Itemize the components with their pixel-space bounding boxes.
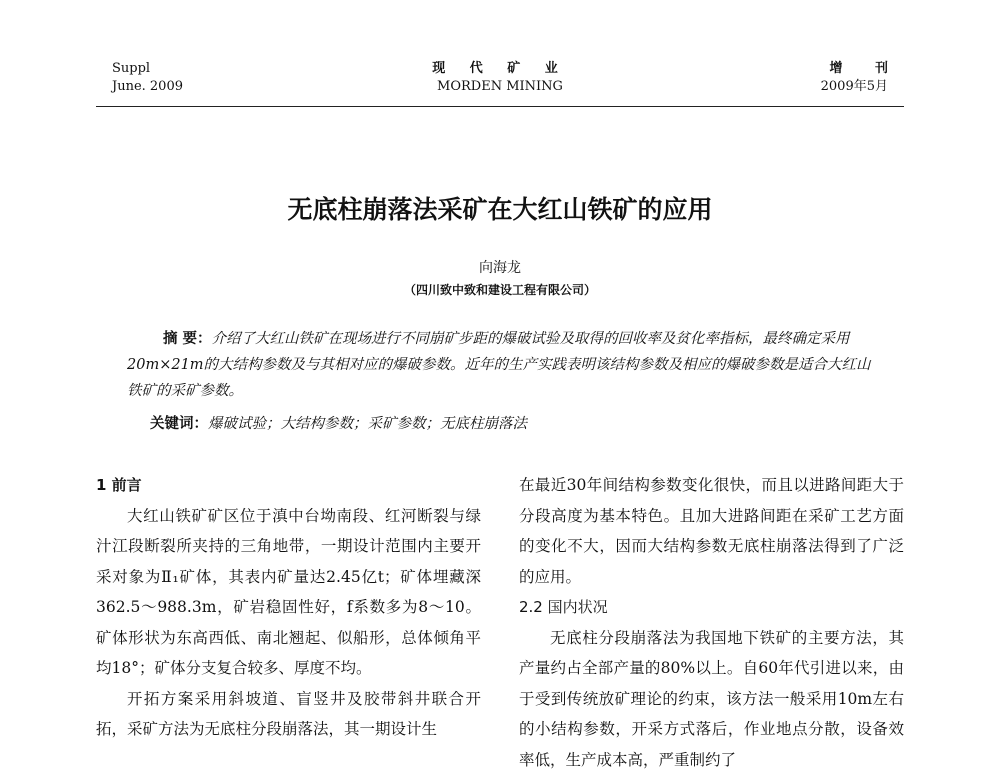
author-affiliation: （四川致中致和建设工程有限公司） bbox=[0, 281, 1000, 298]
running-header-center bbox=[400, 60, 600, 96]
author-name: 向海龙 bbox=[0, 257, 1000, 277]
issue-date: June. 2009 bbox=[112, 78, 183, 96]
body-column-left bbox=[96, 470, 481, 745]
body-paragraph: 大红山铁矿矿区位于滇中台坳南段、红河断裂与绿汁江段断裂所夹持的三角地带，一期设计范围内主要开采对象为Ⅱ₁矿体，其表内矿量达2.45亿t；矿体埋藏深362.5～988.3m，矿岩稳固性好，f系数多为8～10。矿体形状为东高西低、南北翘起、似船形，总体倾角平均18°；矿体分支复合较多、厚度不均。 bbox=[96, 501, 481, 684]
keywords-label: 关键词： bbox=[150, 415, 208, 432]
running-header-left bbox=[112, 60, 183, 96]
article-title: 无底柱崩落法采矿在大红山铁矿的应用 bbox=[0, 190, 1000, 226]
body-paragraph: 无底柱分段崩落法为我国地下铁矿的主要方法，其产量约占全部产量的80%以上。自60年代引进以来，由于受到传统放矿理论的约束，该方法一般采用10m左右的小结构参数，开采方式落后，作业地点分散，设备效率低，生产成本高，严重制约了 bbox=[519, 623, 904, 775]
keywords-text: 爆破试验；大结构参数；采矿参数；无底柱崩落法 bbox=[208, 416, 527, 432]
section-heading-introduction: 1 前言 bbox=[96, 470, 481, 501]
body-column-right bbox=[519, 470, 904, 775]
body-paragraph: 在最近30年间结构参数变化很快，而且以进路间距大于分段高度为基本特色。且加大进路间距在采矿工艺方面的变化不大，因而大结构参数无底柱崩落法得到了广泛的应用。 bbox=[519, 470, 904, 592]
abstract bbox=[127, 326, 877, 404]
journal-name-english: MORDEN MINING bbox=[400, 78, 600, 96]
issue-date-chinese: 2009年5月 bbox=[821, 78, 888, 96]
abstract-label: 摘 要： bbox=[127, 330, 212, 347]
supplement-label-chinese: 增 刊 bbox=[821, 60, 902, 78]
body-paragraph: 开拓方案采用斜坡道、盲竖井及胶带斜井联合开拓，采矿方法为无底柱分段崩落法，其一期设计生 bbox=[96, 684, 481, 745]
supplement-label: Suppl bbox=[112, 60, 183, 78]
keywords bbox=[150, 412, 527, 433]
abstract-text: 介绍了大红山铁矿在现场进行不同崩矿步距的爆破试验及取得的回收率及贫化率指标，最终确定采用20m×21m的大结构参数及与其相对应的爆破参数。近年的生产实践表明该结构参数及相应的爆破参数是适合大红山铁矿的采矿参数。 bbox=[127, 331, 871, 399]
section-heading-domestic-status: 2.2 国内状况 bbox=[519, 592, 904, 623]
running-header-right bbox=[821, 60, 888, 96]
journal-name-chinese: 现 代 矿 业 bbox=[400, 60, 600, 78]
header-rule bbox=[96, 106, 904, 107]
